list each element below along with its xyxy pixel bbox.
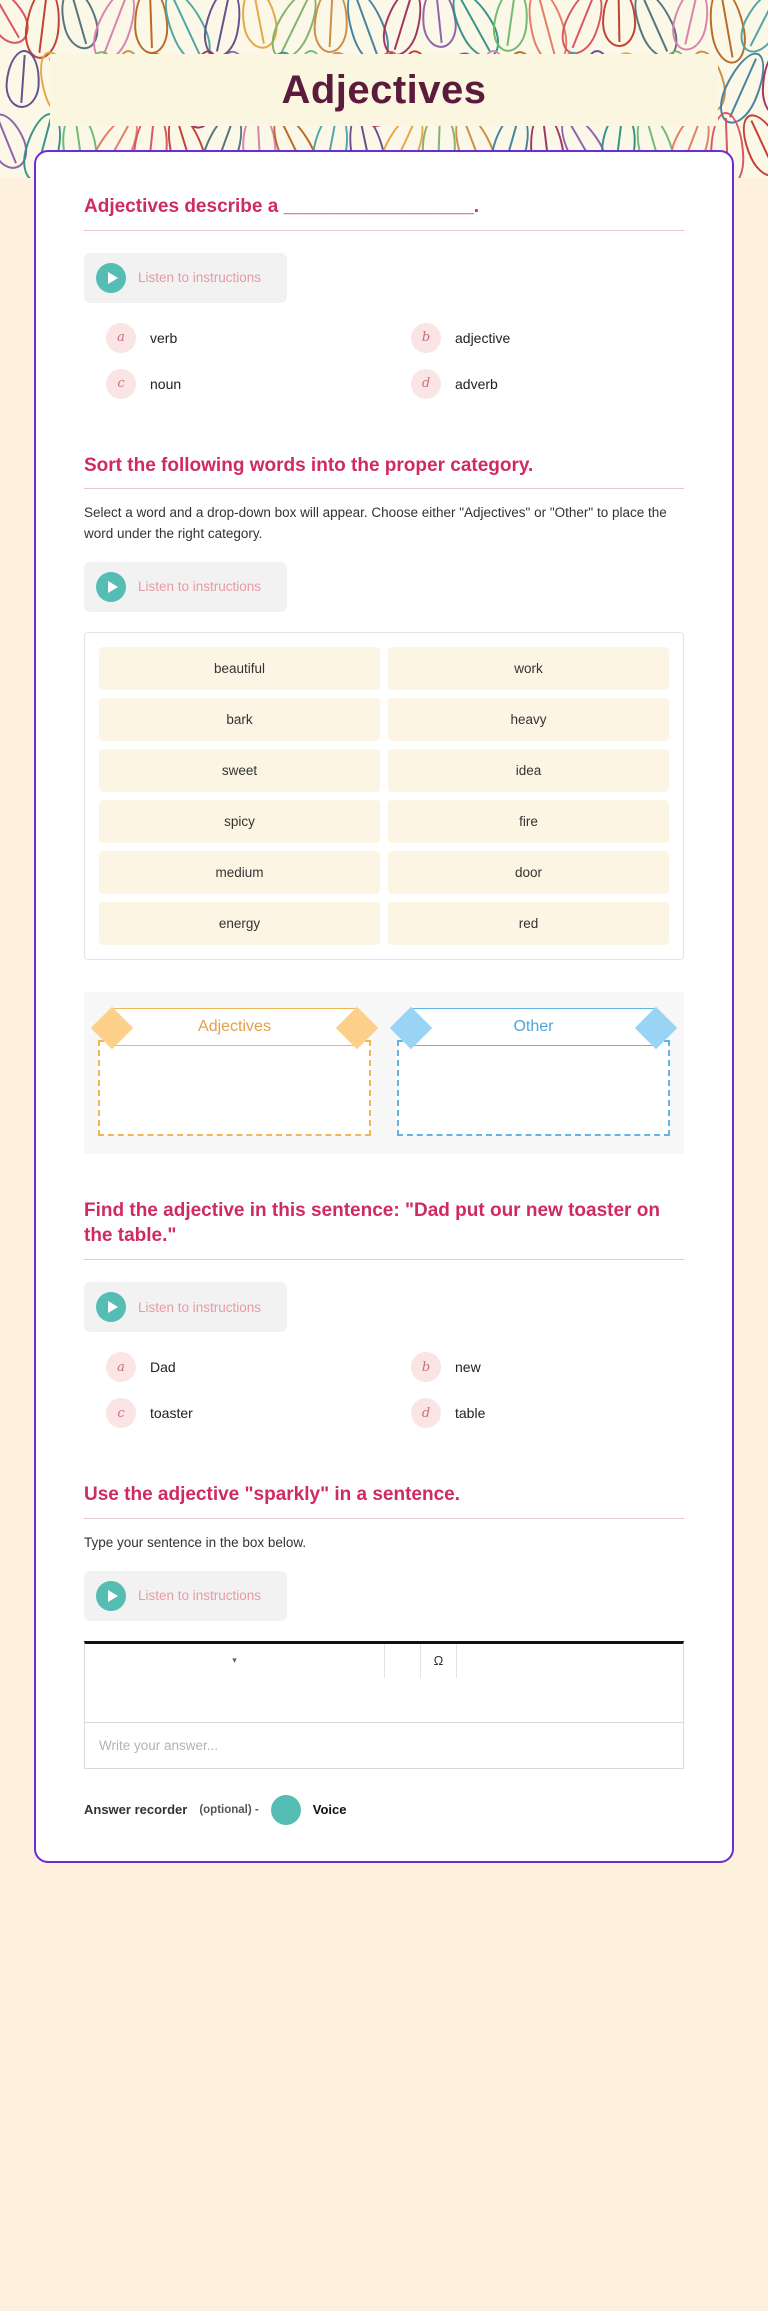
choice-key-bubble: a [106, 323, 136, 353]
word-bank [84, 632, 684, 960]
word-tile[interactable]: heavy [388, 698, 669, 741]
choice-key-bubble: d [411, 369, 441, 399]
choice-label: noun [150, 375, 182, 392]
answer-recorder-optional: (optional) - [199, 1803, 259, 1816]
listen-button-1[interactable] [84, 253, 287, 303]
listen-label-4: Listen to instructions [138, 1588, 262, 1604]
word-tile[interactable]: sweet [99, 749, 380, 792]
word-tile[interactable]: energy [99, 902, 380, 945]
choice-option[interactable] [84, 1398, 379, 1428]
choice-key-bubble: b [411, 1352, 441, 1382]
question-4-title: Use the adjective "sparkly" in a sentence. [84, 1484, 461, 1506]
choice-option[interactable] [389, 1398, 684, 1428]
listen-label-3: Listen to instructions [138, 1299, 262, 1315]
drop-zone-adjectives[interactable] [98, 1008, 371, 1136]
choice-option[interactable] [84, 369, 379, 399]
choice-label: table [455, 1405, 486, 1422]
listen-label-1: Listen to instructions [138, 270, 262, 286]
voice-label: Voice [312, 1802, 347, 1818]
question-2 [84, 453, 684, 1154]
question-1-choices [84, 323, 684, 399]
choice-label: new [455, 1359, 481, 1376]
answer-placeholder-text: Write your answer... [99, 1737, 219, 1753]
listen-label-2: Listen to instructions [138, 579, 262, 595]
drop-area-other[interactable] [397, 1040, 670, 1136]
listen-button-3[interactable] [84, 1282, 287, 1332]
play-icon[interactable] [96, 263, 126, 293]
word-tile[interactable]: work [388, 647, 669, 690]
chevron-down-icon: ▾ [232, 1655, 237, 1666]
choice-option[interactable] [84, 323, 379, 353]
word-tile[interactable]: spicy [99, 800, 380, 843]
drop-area-adjectives[interactable] [98, 1040, 371, 1136]
question-1 [84, 194, 684, 399]
divider [84, 230, 684, 231]
choice-key-bubble: c [106, 1398, 136, 1428]
listen-button-4[interactable] [84, 1571, 287, 1621]
choice-option[interactable] [389, 1352, 684, 1382]
question-1-title: Adjectives describe a __________________. [84, 196, 480, 217]
choice-key-bubble: a [106, 1352, 136, 1382]
listen-button-2[interactable] [84, 562, 287, 612]
choice-option[interactable] [84, 1352, 379, 1382]
choice-key-bubble: d [411, 1398, 441, 1428]
editor-toolbar [85, 1644, 683, 1678]
choice-key-bubble: b [411, 323, 441, 353]
category-drop-zones [84, 992, 684, 1154]
rich-text-editor[interactable] [84, 1641, 684, 1723]
choice-label: toaster [150, 1405, 193, 1422]
zone-label-text: Other [513, 1017, 554, 1035]
answer-recorder [84, 1795, 684, 1825]
word-tile[interactable]: red [388, 902, 669, 945]
answer-placeholder-row[interactable] [84, 1723, 684, 1769]
question-4-instructions: Type your sentence in the box below. [84, 1534, 307, 1550]
leaf-icon [133, 0, 169, 55]
play-icon[interactable] [96, 1292, 126, 1322]
worksheet-card [34, 150, 734, 1863]
font-select[interactable] [85, 1644, 385, 1678]
play-icon[interactable] [96, 1581, 126, 1611]
choice-label: adjective [455, 329, 511, 346]
leaf-icon [601, 0, 636, 47]
play-icon[interactable] [96, 572, 126, 602]
drop-zone-other[interactable] [397, 1008, 670, 1136]
choice-label: adverb [455, 375, 498, 392]
word-tile[interactable]: medium [99, 851, 380, 894]
word-tile[interactable]: beautiful [99, 647, 380, 690]
divider [84, 1518, 684, 1519]
question-2-instructions: Select a word and a drop-down box will appear. Choose either "Adjectives" or "Other" to place the word under the right category. [84, 505, 667, 541]
omega-icon: Ω [433, 1653, 444, 1669]
zone-label-text: Adjectives [198, 1017, 271, 1035]
choice-option[interactable] [389, 323, 684, 353]
question-3 [84, 1198, 684, 1428]
choice-key-bubble: c [106, 369, 136, 399]
word-tile[interactable]: fire [388, 800, 669, 843]
zone-label-other [411, 1008, 656, 1046]
word-tile[interactable]: bark [99, 698, 380, 741]
special-character-button[interactable] [421, 1644, 457, 1678]
question-3-title: Find the adjective in this sentence: "Dad put our new toaster on the table." [84, 1199, 660, 1247]
word-tile[interactable]: idea [388, 749, 669, 792]
title-plate [50, 54, 718, 126]
zone-label-adjectives [112, 1008, 357, 1046]
answer-recorder-label: Answer recorder [84, 1802, 188, 1818]
leaf-icon [312, 0, 349, 54]
question-2-title: Sort the following words into the proper category. [84, 454, 534, 476]
page-title: Adjectives [281, 67, 487, 112]
divider [84, 1259, 684, 1260]
record-button-icon[interactable] [271, 1795, 301, 1825]
question-3-choices [84, 1352, 684, 1428]
editor-canvas[interactable] [85, 1678, 683, 1722]
choice-option[interactable] [389, 369, 684, 399]
word-tile[interactable]: door [388, 851, 669, 894]
choice-label: verb [150, 329, 178, 346]
ribbon-wing-right-icon [336, 1007, 378, 1049]
ribbon-wing-right-icon [635, 1007, 677, 1049]
divider [84, 488, 684, 489]
spacer-cell [385, 1644, 421, 1678]
question-4 [84, 1482, 684, 1825]
choice-label: Dad [150, 1359, 176, 1376]
